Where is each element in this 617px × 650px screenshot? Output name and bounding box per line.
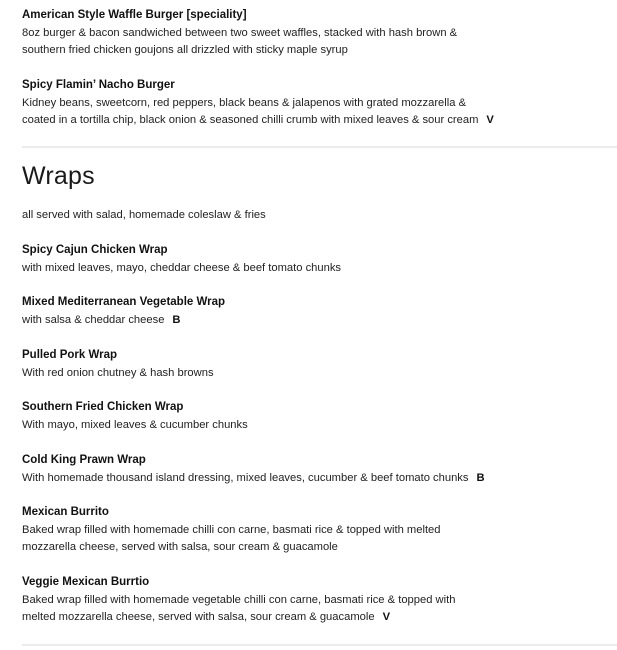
menu-item-southern-fried-chicken-wrap: [22, 399, 602, 434]
item-title: Pulled Pork Wrap: [22, 349, 118, 361]
item-description-line: 8oz burger & bacon sandwiched between two sweet waffles, stacked with hash brown &: [22, 26, 458, 39]
item-title: American Style Waffle Burger [speciality]: [22, 9, 247, 21]
item-description-line: With red onion chutney & hash browns: [22, 366, 214, 379]
item-description-text: melted mozzarella cheese, served with salsa, sour cream & guacamole: [22, 611, 375, 623]
menu-item-spicy-cajun-chicken-wrap: [22, 242, 602, 277]
menu-item-cold-king-prawn-wrap: [22, 452, 602, 487]
section-heading-wraps: Wraps: [22, 162, 95, 190]
item-description-text: coated in a tortilla chip, black onion & seasoned chilli crumb with mixed leaves & sour cream: [22, 114, 479, 126]
item-description-line: mozzarella cheese, served with salsa, sour cream & guacamole: [22, 541, 338, 553]
vegetarian-badge: V: [486, 114, 494, 126]
item-description-line: With mayo, mixed leaves & cucumber chunks: [22, 418, 248, 431]
item-description-line: Kidney beans, sweetcorn, red peppers, black beans & jalapenos with grated mozzarella &: [22, 96, 467, 109]
menu-item-mixed-mediterranean-vegetable-wrap: [22, 294, 602, 329]
menu-item-pulled-pork-wrap: [22, 347, 602, 382]
item-title: Cold King Prawn Wrap: [22, 454, 146, 466]
item-title: Mixed Mediterranean Vegetable Wrap: [22, 296, 226, 308]
item-description-line: [22, 312, 602, 330]
b-badge: B: [476, 471, 485, 484]
item-description-line: [22, 112, 602, 130]
item-description-line: with mixed leaves, mayo, cheddar cheese & beef tomato chunks: [22, 261, 342, 274]
item-title: Spicy Flamin’ Nacho Burger: [22, 79, 175, 91]
item-description-line: southern fried chicken goujons all drizzled with sticky maple syrup: [22, 44, 348, 56]
item-description-line: Baked wrap filled with homemade chilli con carne, basmati rice & topped with melted: [22, 523, 441, 536]
item-title: Mexican Burrito: [22, 506, 109, 518]
item-title: Southern Fried Chicken Wrap: [22, 401, 184, 413]
item-title: Veggie Mexican Burrtio: [22, 576, 150, 588]
item-description-line: Baked wrap filled with homemade vegetable chilli con carne, basmati rice & topped with: [22, 593, 456, 606]
menu-item-american-style-waffle-burger: [22, 7, 602, 60]
item-description-line: [22, 470, 602, 488]
section-note: all served with salad, homemade coleslaw & fries: [22, 209, 266, 221]
vegetarian-badge: V: [382, 611, 391, 623]
b-badge: B: [172, 313, 181, 326]
menu-item-veggie-mexican-burrito: [22, 574, 602, 627]
menu-item-mexican-burrito: [22, 504, 602, 557]
menu-item-spicy-flamin-nacho-burger: [22, 77, 602, 130]
section-divider: [22, 146, 617, 148]
item-description-text: With homemade thousand island dressing, mixed leaves, cucumber & beef tomato chunks: [22, 471, 469, 484]
section-divider: [22, 644, 617, 646]
item-description-line: [22, 609, 602, 627]
item-description-text: with salsa & cheddar cheese: [22, 313, 165, 326]
item-title: Spicy Cajun Chicken Wrap: [22, 244, 168, 256]
